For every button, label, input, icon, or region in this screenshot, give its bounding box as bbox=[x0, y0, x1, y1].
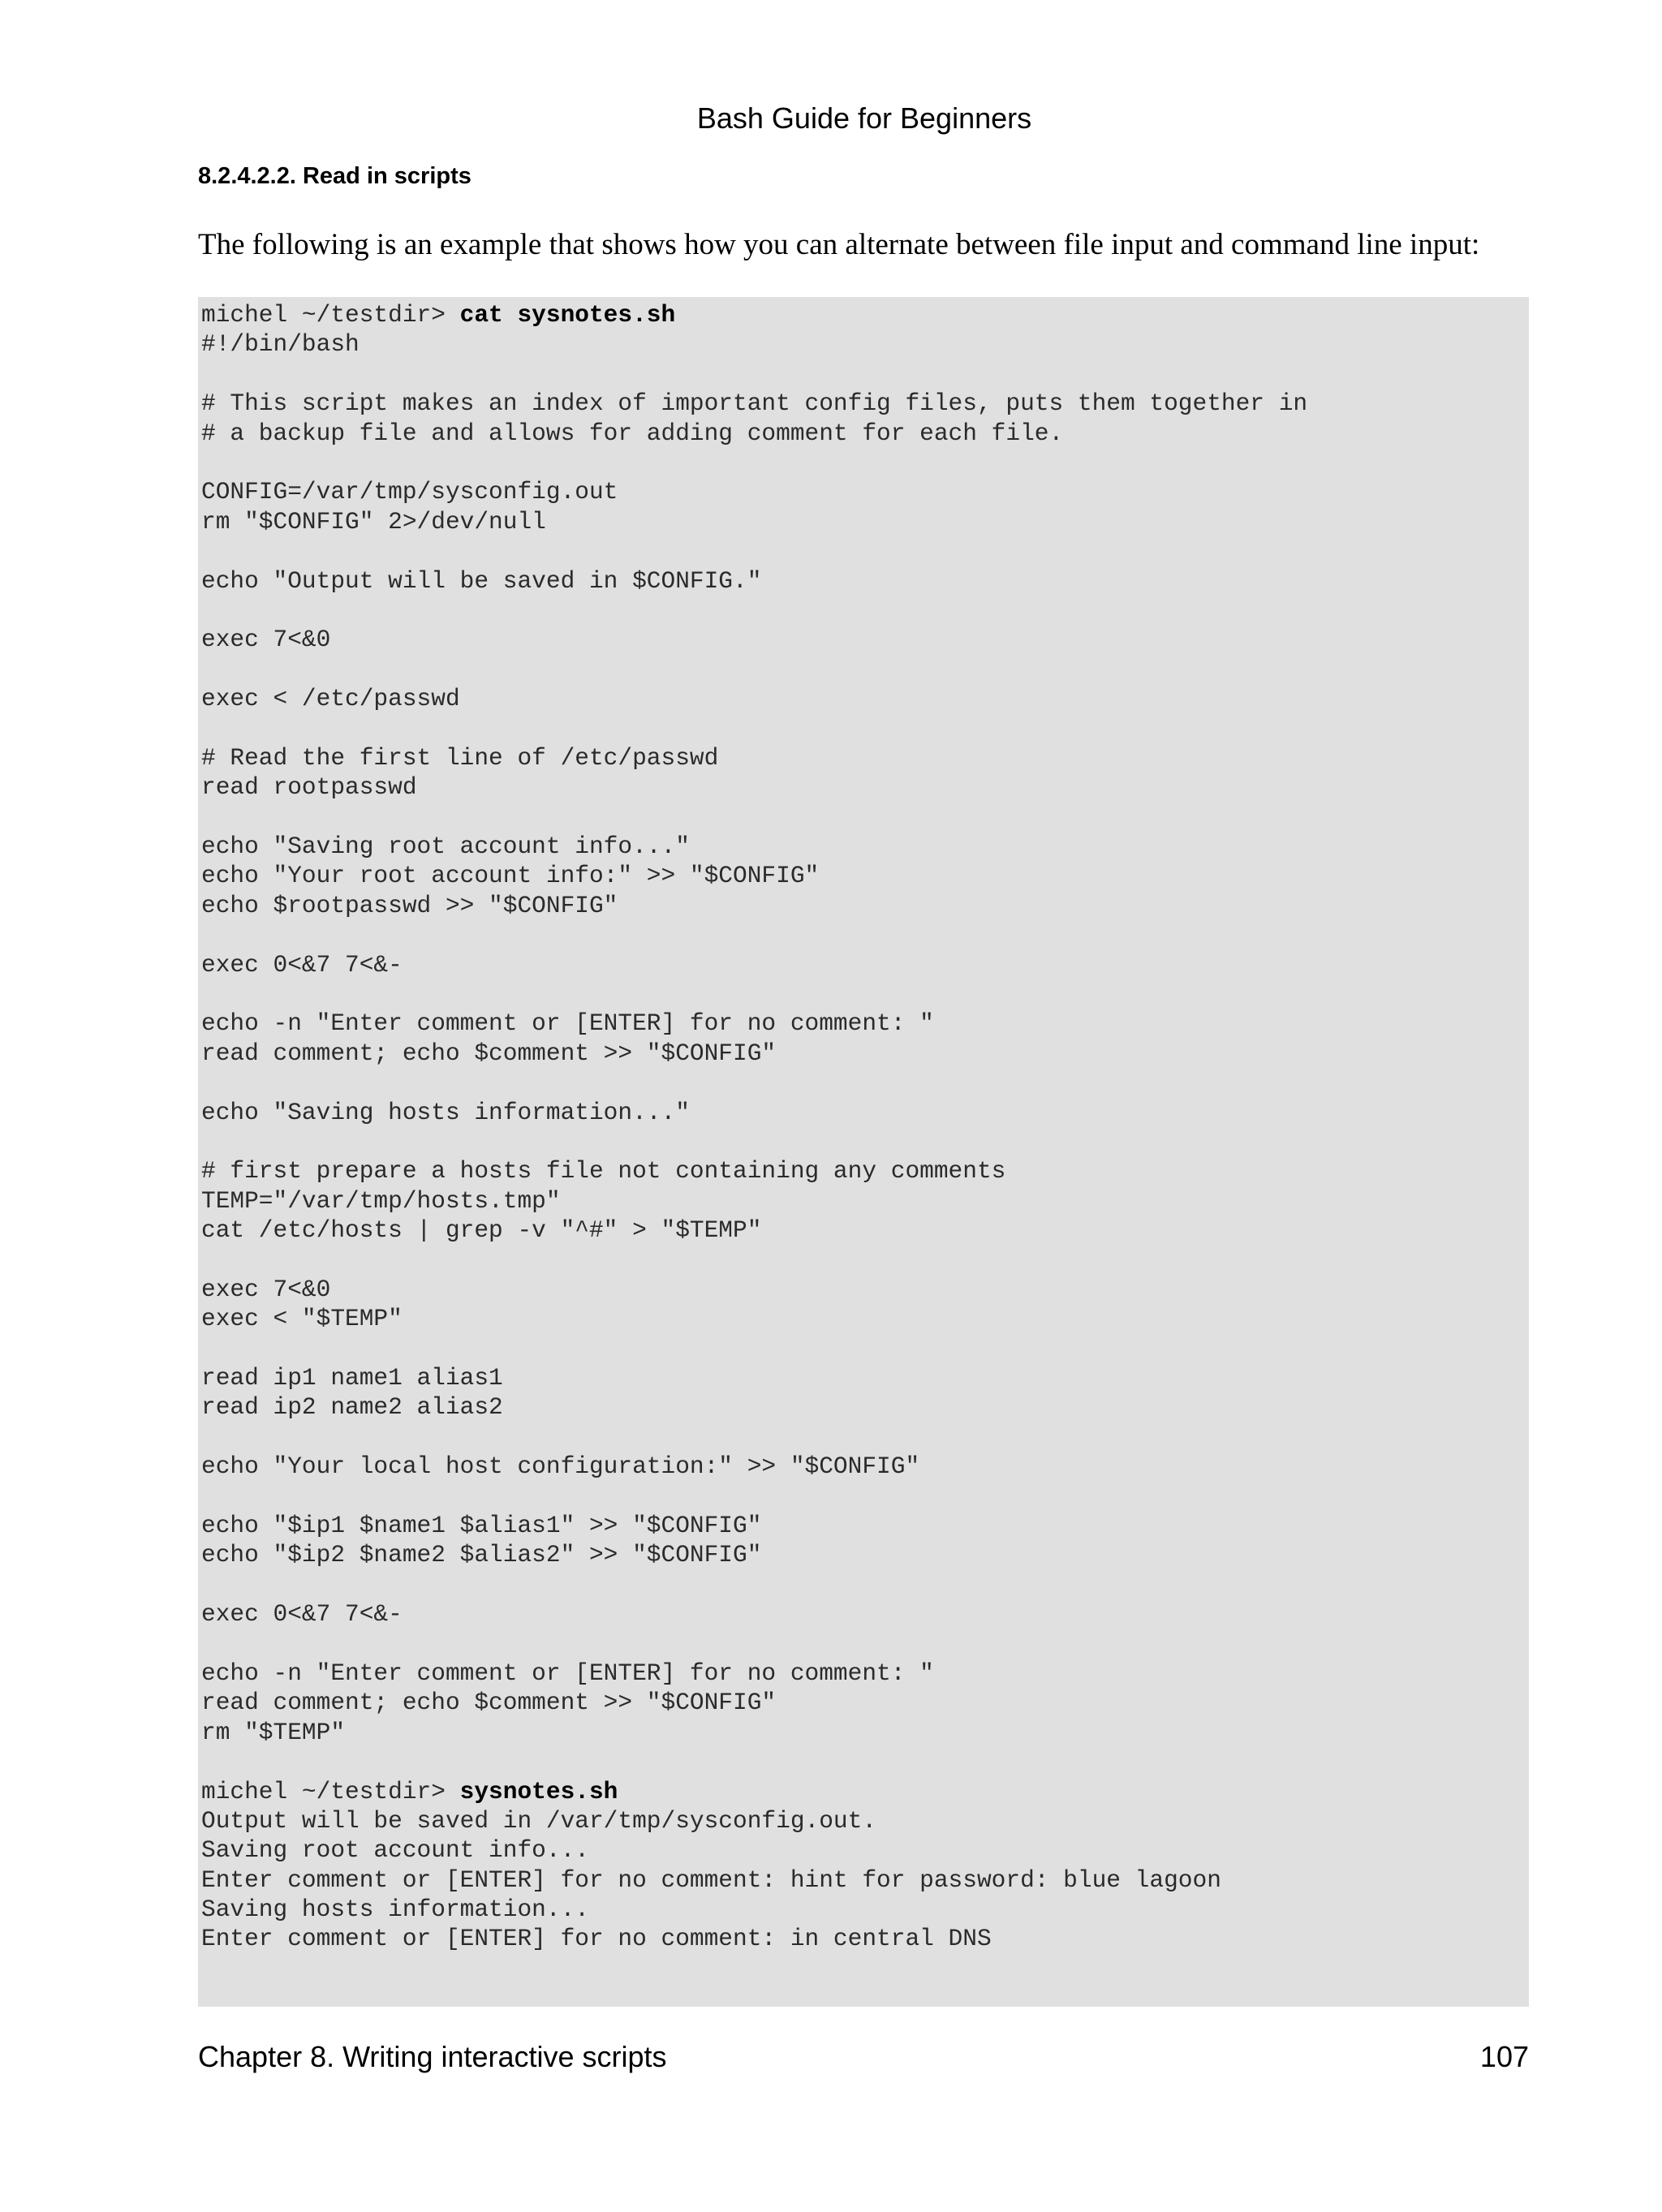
code-text: echo $rootpasswd >> "$CONFIG" bbox=[201, 891, 618, 919]
code-line bbox=[201, 329, 1307, 359]
code-text: TEMP="/var/tmp/hosts.tmp" bbox=[201, 1186, 561, 1215]
code-text: read comment; echo $comment >> "$CONFIG" bbox=[201, 1039, 777, 1067]
code-line bbox=[201, 1009, 1307, 1038]
code-line bbox=[201, 1570, 1307, 1599]
code-command: sysnotes.sh bbox=[459, 1777, 618, 1805]
code-line bbox=[201, 477, 1307, 506]
code-text: exec 0<&7 7<&- bbox=[201, 950, 403, 979]
code-line bbox=[201, 1688, 1307, 1717]
code-line bbox=[201, 1629, 1307, 1659]
code-text: echo "Saving root account info..." bbox=[201, 833, 690, 861]
code-line bbox=[201, 1216, 1307, 1245]
code-line bbox=[201, 1039, 1307, 1068]
code-block bbox=[198, 297, 1529, 2007]
code-line bbox=[201, 1511, 1307, 1540]
code-text: Saving hosts information... bbox=[201, 1896, 589, 1924]
section-heading: 8.2.4.2.2. Read in scripts bbox=[198, 163, 471, 189]
code-text: echo "Your root account info:" >> "$CONFIG" bbox=[201, 862, 820, 890]
code-text: # Read the first line of /etc/passwd bbox=[201, 743, 719, 772]
code-text: exec < /etc/passwd bbox=[201, 685, 460, 713]
code-line bbox=[201, 1659, 1307, 1688]
page-header: Bash Guide for Beginners bbox=[696, 101, 1032, 135]
code-line bbox=[201, 1777, 1307, 1806]
code-text: rm "$CONFIG" 2>/dev/null bbox=[201, 507, 546, 536]
code-line bbox=[201, 359, 1307, 389]
code-text: Output will be saved in /var/tmp/sysconfig.out. bbox=[201, 1806, 877, 1835]
code-line bbox=[201, 1275, 1307, 1304]
code-text: # a backup file and allows for adding comment for each file. bbox=[201, 419, 1064, 447]
code-text: echo -n "Enter comment or [ENTER] for no comment: " bbox=[201, 1659, 934, 1687]
code-text: echo -n "Enter comment or [ENTER] for no comment: " bbox=[201, 1009, 934, 1038]
code-text: echo "$ip2 $name2 $alias2" >> "$CONFIG" bbox=[201, 1541, 762, 1569]
code-line bbox=[201, 979, 1307, 1009]
code-line bbox=[201, 1098, 1307, 1127]
code-text: cat /etc/hosts | grep -v "^#" > "$TEMP" bbox=[201, 1216, 762, 1245]
code-text: echo "Saving hosts information..." bbox=[201, 1098, 690, 1126]
intro-paragraph: The following is an example that shows how you can alternate between file input and command line input: bbox=[198, 228, 1480, 261]
code-line bbox=[201, 596, 1307, 625]
code-line bbox=[201, 1246, 1307, 1275]
code-text: rm "$TEMP" bbox=[201, 1718, 346, 1746]
code-line bbox=[201, 1835, 1307, 1865]
code-line bbox=[201, 684, 1307, 713]
code-line bbox=[201, 300, 1307, 329]
code-text: #!/bin/bash bbox=[201, 330, 360, 359]
footer-page-number: 107 bbox=[1479, 2040, 1529, 2073]
code-line bbox=[201, 1156, 1307, 1186]
code-text: exec 7<&0 bbox=[201, 1275, 331, 1303]
code-text: read rootpasswd bbox=[201, 773, 417, 802]
code-line bbox=[201, 536, 1307, 566]
code-text: Enter comment or [ENTER] for no comment: in central DNS bbox=[201, 1925, 992, 1953]
code-line bbox=[201, 507, 1307, 536]
code-line bbox=[201, 1482, 1307, 1511]
code-line bbox=[201, 950, 1307, 979]
code-line bbox=[201, 1895, 1307, 1924]
code-line bbox=[201, 1392, 1307, 1422]
code-text: echo "Your local host configuration:" >> "$CONFIG" bbox=[201, 1452, 920, 1481]
code-line bbox=[201, 625, 1307, 654]
code-text: exec 7<&0 bbox=[201, 626, 331, 654]
code-line bbox=[201, 861, 1307, 890]
code-line bbox=[201, 1422, 1307, 1452]
code-text: exec 0<&7 7<&- bbox=[201, 1600, 403, 1629]
code-line bbox=[201, 713, 1307, 742]
code-text: read ip1 name1 alias1 bbox=[201, 1364, 503, 1392]
code-line bbox=[201, 1186, 1307, 1216]
code-line bbox=[201, 891, 1307, 920]
code-text: # first prepare a hosts file not containing any comments bbox=[201, 1157, 1006, 1186]
code-line bbox=[201, 419, 1307, 448]
code-text: echo "$ip1 $name1 $alias1" >> "$CONFIG" bbox=[201, 1512, 762, 1540]
code-line bbox=[201, 743, 1307, 772]
code-text: michel ~/testdir> bbox=[201, 1777, 460, 1805]
code-line bbox=[201, 655, 1307, 684]
code-line bbox=[201, 1452, 1307, 1481]
code-line bbox=[201, 1866, 1307, 1895]
code-line bbox=[201, 1127, 1307, 1156]
code-text: Saving root account info... bbox=[201, 1836, 589, 1865]
code-line bbox=[201, 1304, 1307, 1333]
code-line bbox=[201, 1068, 1307, 1097]
code-text: michel ~/testdir> bbox=[201, 301, 460, 329]
code-line bbox=[201, 1363, 1307, 1392]
code-line bbox=[201, 1599, 1307, 1629]
code-lines bbox=[201, 300, 1307, 1954]
code-text: # This script makes an index of important config files, puts them together in bbox=[201, 389, 1308, 418]
code-line bbox=[201, 1747, 1307, 1776]
code-line bbox=[201, 1806, 1307, 1835]
code-text: exec < "$TEMP" bbox=[201, 1305, 403, 1333]
code-line bbox=[201, 389, 1307, 418]
code-line bbox=[201, 448, 1307, 477]
code-line bbox=[201, 1924, 1307, 1953]
code-text: echo "Output will be saved in $CONFIG." bbox=[201, 566, 762, 595]
code-line bbox=[201, 772, 1307, 802]
footer-chapter-title: Chapter 8. Writing interactive scripts bbox=[198, 2040, 667, 2073]
code-line bbox=[201, 1540, 1307, 1569]
code-command: cat sysnotes.sh bbox=[459, 301, 676, 329]
code-line bbox=[201, 1718, 1307, 1747]
code-text: CONFIG=/var/tmp/sysconfig.out bbox=[201, 478, 618, 506]
code-line bbox=[201, 832, 1307, 861]
code-line bbox=[201, 1334, 1307, 1363]
code-text: read ip2 name2 alias2 bbox=[201, 1393, 503, 1422]
code-line bbox=[201, 803, 1307, 832]
code-line bbox=[201, 566, 1307, 596]
code-line bbox=[201, 920, 1307, 949]
code-text: Enter comment or [ENTER] for no comment: hint for password: blue lagoon bbox=[201, 1866, 1221, 1894]
code-text: read comment; echo $comment >> "$CONFIG" bbox=[201, 1689, 777, 1717]
